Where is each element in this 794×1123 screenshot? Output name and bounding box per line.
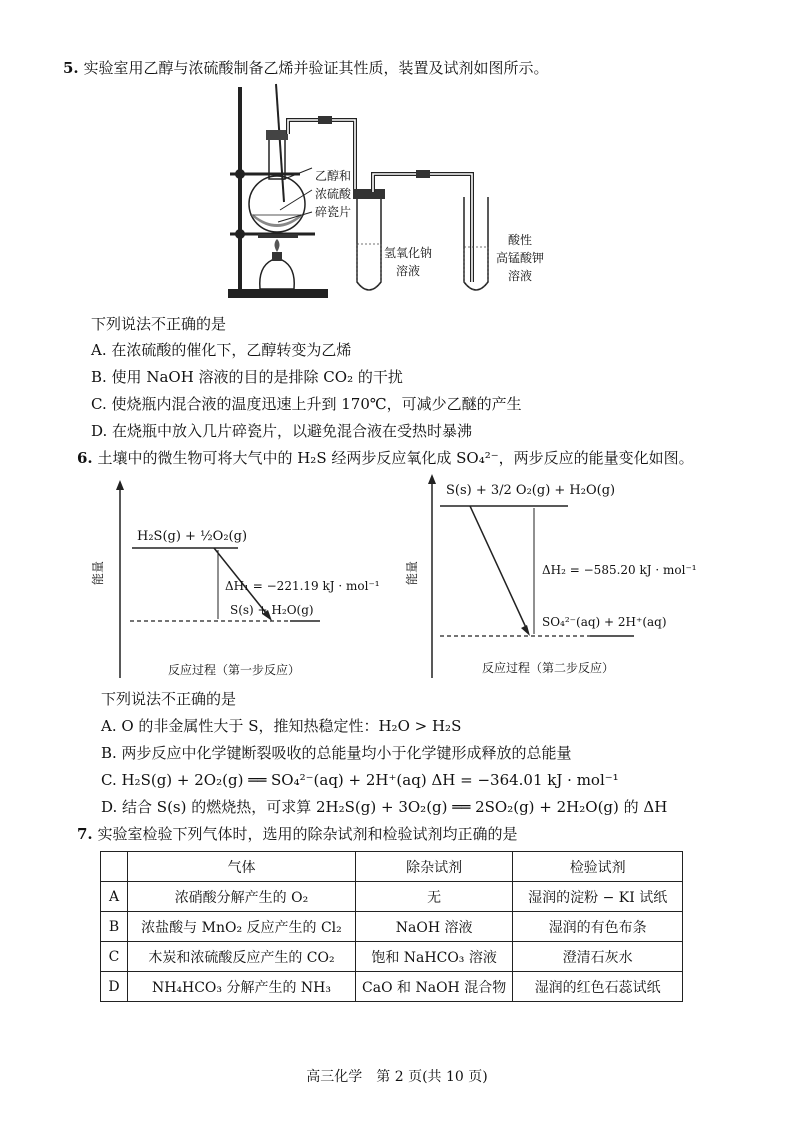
table-cell: D	[101, 972, 128, 1002]
table-cell: 浓盐酸与 MnO₂ 反应产生的 Cl₂	[128, 912, 356, 942]
q5-option-a: A. 在浓硫酸的催化下，乙醇转变为乙烯	[91, 341, 352, 359]
label-flask-1: 乙醇和	[315, 169, 352, 183]
q5-option-c: C. 使烧瓶内混合液的温度迅速上升到 170℃，可减少乙醚的产生	[91, 395, 522, 413]
energy-diagram-step1	[90, 478, 390, 688]
test-tube-naoh	[357, 192, 381, 290]
table-header-cell	[101, 852, 128, 882]
d1-bottom-label: S(s) + H₂O(g)	[230, 603, 314, 617]
table-row	[101, 942, 683, 972]
q5-stem: 实验室用乙醇与浓硫酸制备乙烯并验证其性质，装置及试剂如图所示。	[83, 59, 549, 77]
thermometer	[276, 84, 284, 202]
q5-prompt: 下列说法不正确的是	[91, 315, 227, 333]
label-tube2-1: 酸性	[508, 233, 533, 247]
q5-stem-line	[63, 58, 548, 78]
table-header-cell: 除杂试剂	[355, 852, 513, 882]
q7-stem: 实验室检验下列气体时，选用的除杂试剂和检验试剂均正确的是	[97, 825, 518, 843]
q7-table	[100, 851, 683, 1002]
stand-rod	[238, 87, 242, 291]
energy-diagram-step2	[405, 468, 720, 688]
q6-option-c: C. H₂S(g) + 2O₂(g) ══ SO₄²⁻(aq) + 2H⁺(aq) ΔH = −364.01 kJ · mol⁻¹	[101, 771, 619, 789]
q6-option-d: D. 结合 S(s) 的燃烧热，可求算 2H₂S(g) + 3O₂(g) ══ 2SO₂(g) + 2H₂O(g) 的 ΔH	[101, 798, 668, 816]
q6-option-a: A. O 的非金属性大于 S，推知热稳定性：H₂O > H₂S	[101, 717, 462, 735]
table-cell: 湿润的红色石蕊试纸	[513, 972, 683, 1002]
round-flask	[249, 176, 305, 232]
table-cell: C	[101, 942, 128, 972]
q6-stem-line	[77, 448, 694, 468]
q7-number: 7.	[77, 825, 93, 843]
table-row	[101, 912, 683, 942]
d1-caption: 反应过程（第一步反应）	[168, 663, 301, 677]
table-header-cell: 气体	[128, 852, 356, 882]
table-cell: 饱和 NaHCO₃ 溶液	[355, 942, 513, 972]
q6-stem: 土壤中的微生物可将大气中的 H₂S 经两步反应氧化成 SO₄²⁻，两步反应的能量变化如图。	[97, 449, 694, 467]
table-header-row	[101, 852, 683, 882]
label-tube2-2: 高锰酸钾	[496, 251, 545, 265]
table-cell: B	[101, 912, 128, 942]
page-footer: 高三化学 第 2 页(共 10 页)	[306, 1069, 488, 1085]
d1-ylabel: 能量	[91, 560, 105, 585]
table-cell: 澄清石灰水	[513, 942, 683, 972]
q7-stem-line	[77, 824, 517, 844]
q6-number: 6.	[77, 449, 93, 467]
table-cell: NH₄HCO₃ 分解产生的 NH₃	[128, 972, 356, 1002]
table-cell: 湿润的淀粉 − KI 试纸	[513, 882, 683, 912]
d1-top-label: H₂S(g) + ½O₂(g)	[137, 529, 248, 544]
label-tube1-2: 溶液	[396, 264, 421, 278]
q5-number: 5.	[63, 59, 79, 77]
label-flask-3: 碎瓷片	[315, 205, 352, 219]
d1-delta: ΔH₁ = −221.19 kJ · mol⁻¹	[225, 579, 380, 593]
table-cell: NaOH 溶液	[355, 912, 513, 942]
table-cell: 湿润的有色布条	[513, 912, 683, 942]
table-cell: 木炭和浓硫酸反应产生的 CO₂	[128, 942, 356, 972]
q5-option-d: D. 在烧瓶中放入几片碎瓷片，以避免混合液在受热时暴沸	[91, 422, 473, 440]
d2-ylabel: 能量	[405, 560, 419, 585]
stand-base	[228, 289, 328, 298]
test-tube-kmno4	[464, 197, 488, 290]
table-cell: A	[101, 882, 128, 912]
q6-option-b: B. 两步反应中化学键断裂吸收的总能量均小于化学键形成释放的总能量	[101, 744, 572, 762]
d2-bottom-label: SO₄²⁻(aq) + 2H⁺(aq)	[542, 615, 667, 629]
table-header-cell: 检验试剂	[513, 852, 683, 882]
label-flask-2: 浓硫酸	[315, 187, 352, 201]
table-row	[101, 972, 683, 1002]
q6-prompt: 下列说法不正确的是	[101, 690, 237, 708]
q5-option-b: B. 使用 NaOH 溶液的目的是排除 CO₂ 的干扰	[91, 368, 403, 386]
q5-apparatus-figure	[220, 82, 570, 304]
label-tube2-3: 溶液	[508, 269, 533, 283]
alcohol-lamp	[260, 260, 295, 289]
table-cell: 浓硝酸分解产生的 O₂	[128, 882, 356, 912]
d2-caption: 反应过程（第二步反应）	[482, 661, 615, 675]
label-tube1-1: 氢氧化钠	[384, 246, 433, 260]
table-row	[101, 882, 683, 912]
d2-top-label: S(s) + 3/2 O₂(g) + H₂O(g)	[446, 483, 616, 498]
table-cell: CaO 和 NaOH 混合物	[355, 972, 513, 1002]
table-cell: 无	[355, 882, 513, 912]
d2-delta: ΔH₂ = −585.20 kJ · mol⁻¹	[542, 563, 697, 577]
